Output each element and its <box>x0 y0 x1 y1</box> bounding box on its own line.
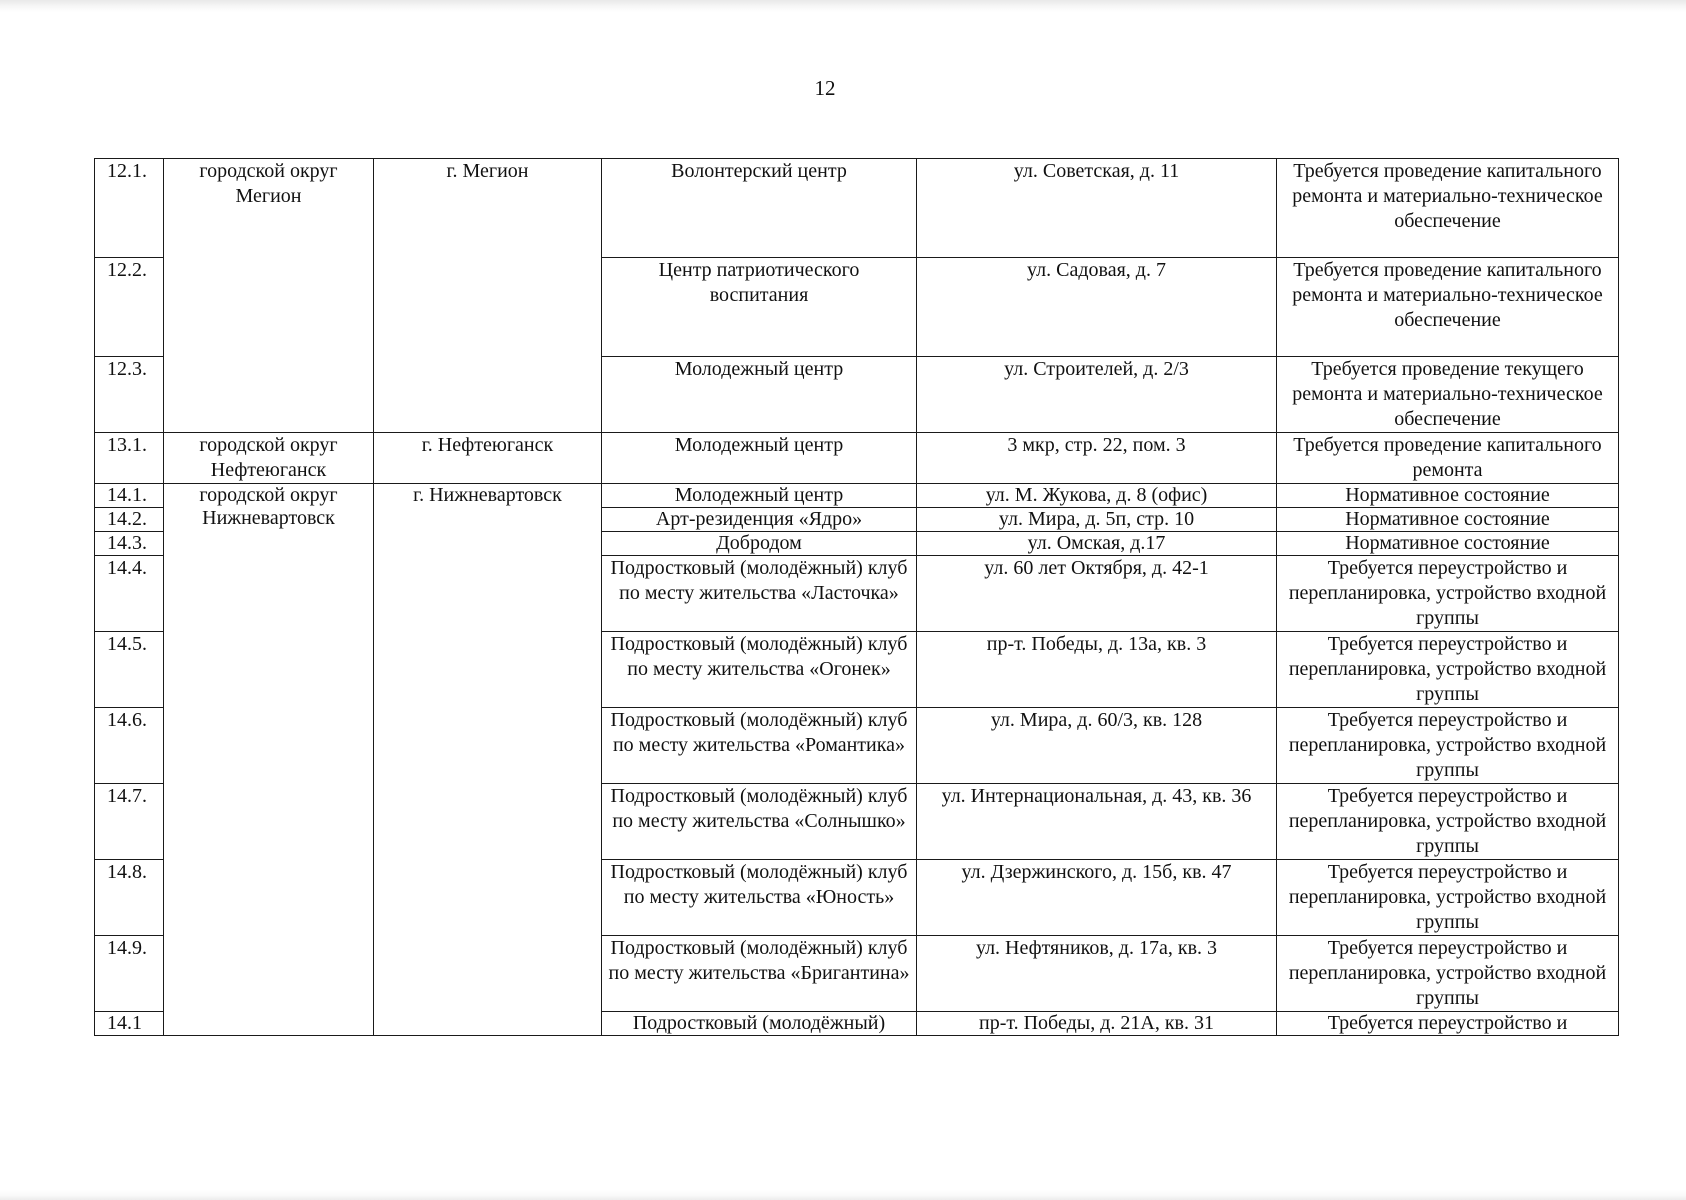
row-number: 14.6. <box>95 708 164 784</box>
row-number: 14.4. <box>95 556 164 632</box>
facility-name: Молодежный центр <box>602 484 917 508</box>
facility-name: Подростковый (молодёжный) клуб по месту жительства «Юность» <box>602 860 917 936</box>
row-number: 14.5. <box>95 632 164 708</box>
facility-name: Молодежный центр <box>602 357 917 433</box>
table-row <box>95 433 1619 484</box>
facility-status: Нормативное состояние <box>1277 484 1619 508</box>
row-number: 14.2. <box>95 508 164 532</box>
facility-address: ул. Строителей, д. 2/3 <box>917 357 1277 433</box>
row-number: 12.2. <box>95 258 164 357</box>
facility-status: Требуется переустройство и перепланировка, устройство входной группы <box>1277 708 1619 784</box>
row-number: 14.1 <box>95 1012 164 1036</box>
facility-status: Требуется переустройство и <box>1277 1012 1619 1036</box>
facility-status: Требуется переустройство и перепланировка, устройство входной группы <box>1277 556 1619 632</box>
district-cell: городской округ Нижневартовск <box>164 484 374 1036</box>
facility-address: ул. 60 лет Октября, д. 42-1 <box>917 556 1277 632</box>
scan-edge-top <box>0 0 1686 12</box>
facility-name: Подростковый (молодёжный) клуб по месту жительства «Огонек» <box>602 632 917 708</box>
facility-name: Центр патриотического воспитания <box>602 258 917 357</box>
facility-name: Подростковый (молодёжный) клуб по месту жительства «Ласточка» <box>602 556 917 632</box>
facility-name: Волонтерский центр <box>602 159 917 258</box>
facility-name: Добродом <box>602 532 917 556</box>
facility-status: Требуется переустройство и перепланировка, устройство входной группы <box>1277 784 1619 860</box>
facility-status: Требуется проведение текущего ремонта и материально-техническое обеспечение <box>1277 357 1619 433</box>
row-number: 14.3. <box>95 532 164 556</box>
facility-name: Подростковый (молодёжный) клуб по месту жительства «Солнышко» <box>602 784 917 860</box>
facility-name: Молодежный центр <box>602 433 917 484</box>
facility-status: Требуется проведение капитального ремонта <box>1277 433 1619 484</box>
table-row <box>95 484 1619 508</box>
facility-address: пр-т. Победы, д. 13а, кв. 3 <box>917 632 1277 708</box>
facilities-table <box>94 158 1619 1036</box>
city-cell: г. Мегион <box>374 159 602 433</box>
city-cell: г. Нефтеюганск <box>374 433 602 484</box>
district-cell: городской округ Мегион <box>164 159 374 433</box>
facility-status: Требуется проведение капитального ремонта и материально-техническое обеспечение <box>1277 159 1619 258</box>
facility-name: Подростковый (молодёжный) <box>602 1012 917 1036</box>
facility-address: ул. Дзержинского, д. 15б, кв. 47 <box>917 860 1277 936</box>
facility-address: ул. Советская, д. 11 <box>917 159 1277 258</box>
facility-address: ул. М. Жукова, д. 8 (офис) <box>917 484 1277 508</box>
row-number: 13.1. <box>95 433 164 484</box>
facility-address: ул. Садовая, д. 7 <box>917 258 1277 357</box>
facility-status: Требуется переустройство и перепланировка, устройство входной группы <box>1277 632 1619 708</box>
facility-address: ул. Интернациональная, д. 43, кв. 36 <box>917 784 1277 860</box>
facility-status: Требуется переустройство и перепланировка, устройство входной группы <box>1277 936 1619 1012</box>
facility-name: Арт-резиденция «Ядро» <box>602 508 917 532</box>
facility-address: ул. Мира, д. 5п, стр. 10 <box>917 508 1277 532</box>
facility-address: ул. Нефтяников, д. 17а, кв. 3 <box>917 936 1277 1012</box>
facility-status: Нормативное состояние <box>1277 508 1619 532</box>
row-number: 14.8. <box>95 860 164 936</box>
facility-address: ул. Омская, д.17 <box>917 532 1277 556</box>
row-number: 14.1. <box>95 484 164 508</box>
scan-edge-bottom <box>0 1190 1686 1200</box>
facility-status: Нормативное состояние <box>1277 532 1619 556</box>
district-cell: городской округ Нефтеюганск <box>164 433 374 484</box>
row-number: 12.3. <box>95 357 164 433</box>
page-number: 12 <box>814 76 836 100</box>
row-number: 12.1. <box>95 159 164 258</box>
facility-name: Подростковый (молодёжный) клуб по месту жительства «Романтика» <box>602 708 917 784</box>
facility-address: пр-т. Победы, д. 21А, кв. 31 <box>917 1012 1277 1036</box>
row-number: 14.7. <box>95 784 164 860</box>
facility-status: Требуется переустройство и перепланировка, устройство входной группы <box>1277 860 1619 936</box>
facility-status: Требуется проведение капитального ремонта и материально-техническое обеспечение <box>1277 258 1619 357</box>
row-number: 14.9. <box>95 936 164 1012</box>
table-row <box>95 159 1619 258</box>
city-cell: г. Нижневартовск <box>374 484 602 1036</box>
facility-address: 3 мкр, стр. 22, пом. 3 <box>917 433 1277 484</box>
facility-name: Подростковый (молодёжный) клуб по месту жительства «Бригантина» <box>602 936 917 1012</box>
facility-address: ул. Мира, д. 60/3, кв. 128 <box>917 708 1277 784</box>
